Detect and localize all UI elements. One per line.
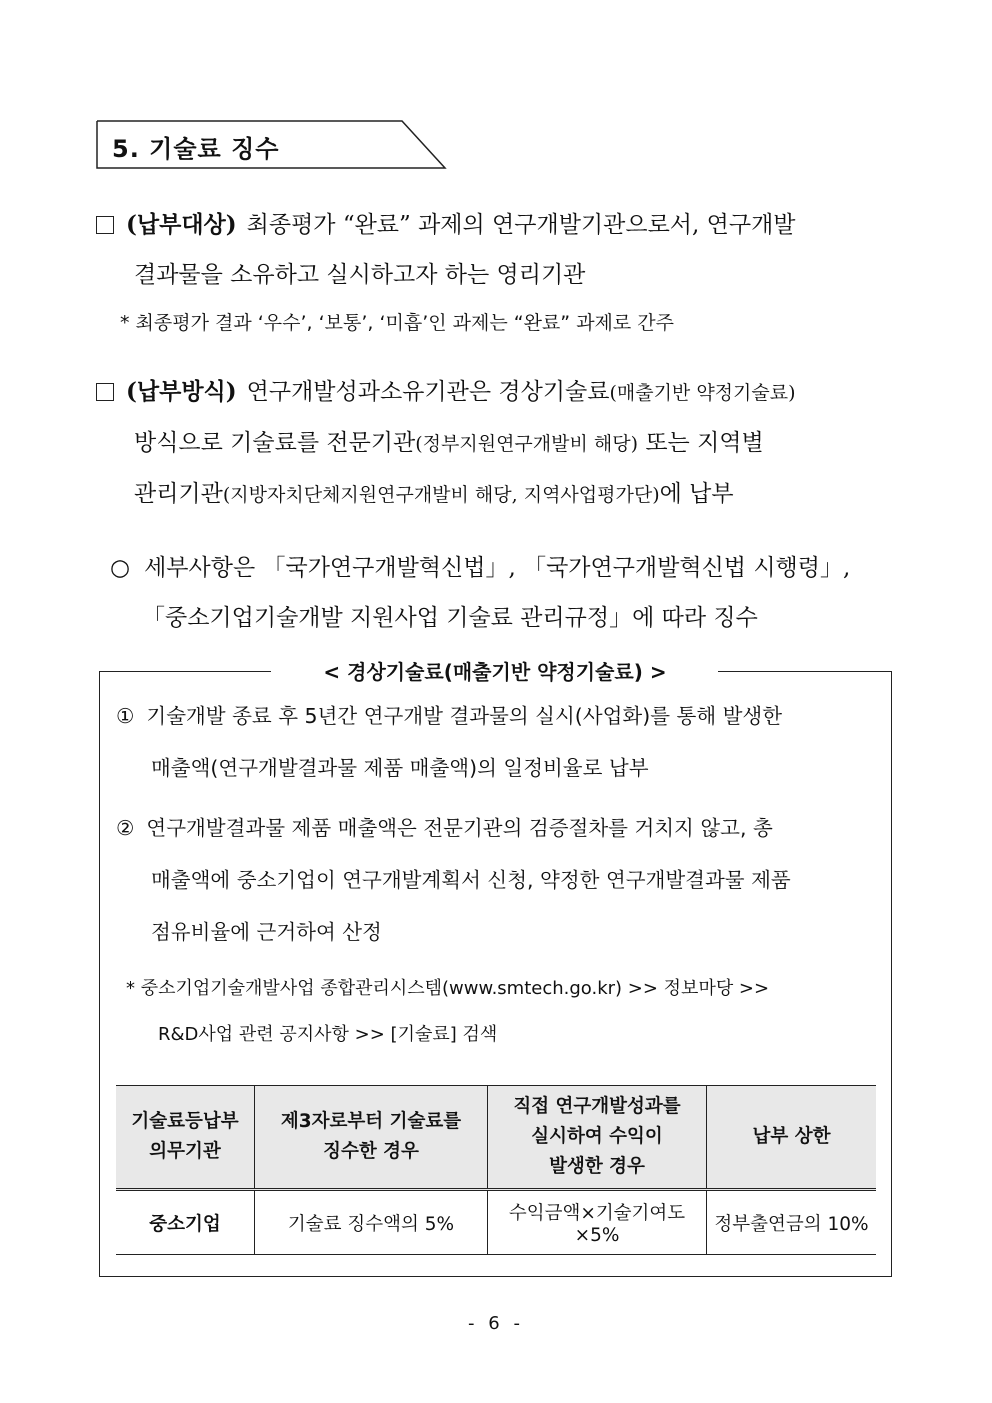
- payment-method-text-1b: (매출기반 약정기술료): [609, 382, 796, 404]
- table-cell-direct-use: 수익금액×기술기여도×5%: [488, 1190, 707, 1255]
- table-cell-third-party: 기술료 징수액의 5%: [255, 1190, 488, 1255]
- table-header-third-party: 제3자로부터 기술료를 징수한 경우: [255, 1086, 488, 1190]
- label-payment-target: (납부대상): [126, 211, 237, 238]
- circled-two-marker: ②: [116, 816, 135, 840]
- payment-method-text-2a: 방식으로 기술료를 전문기관: [134, 430, 416, 456]
- details-text-1: 세부사항은 「국가연구개발혁신법」, 「국가연구개발혁신법 시행령」,: [144, 555, 851, 581]
- payment-method-text-1a: 연구개발성과소유기관은 경상기술료: [246, 379, 610, 405]
- section-title-box: [96, 120, 446, 168]
- payment-method-text-3b: (지방자치단체지원연구개발비 해당, 지역사업평가단): [222, 484, 660, 506]
- box-title: < 경상기술료(매출기반 약정기술료) >: [323, 660, 667, 684]
- payment-target-text-2: 결과물을 소유하고 실시하고자 하는 영리기관: [134, 262, 586, 288]
- payment-target-note: * 최종평가 결과 ‘우수’, ‘보통’, ‘미흡’인 과제는 “완료” 과제로 간주: [120, 312, 675, 334]
- table-header-row: [116, 1086, 876, 1190]
- table-cell-obligor: 중소기업: [116, 1190, 255, 1255]
- box-item-2-text-1: 연구개발결과물 제품 매출액은 전문기관의 검증절차를 거치지 않고, 총: [146, 816, 773, 840]
- box-top-border-left: [99, 671, 271, 672]
- paragraph-payment-target: [96, 200, 896, 300]
- table-header-obligor: 기술료등납부 의무기관: [116, 1086, 255, 1190]
- payment-method-text-2c: 또는 지역별: [638, 430, 764, 456]
- table-header-cap: 납부 상한: [707, 1086, 877, 1190]
- paragraph-payment-method: [96, 367, 896, 520]
- paragraph-details: [110, 543, 910, 643]
- table-header-direct-use: 직접 연구개발성과를 실시하여 수익이 발생한 경우: [488, 1086, 707, 1190]
- box-item-1-text-1: 기술개발 종료 후 5년간 연구개발 결과물의 실시(사업화)를 통해 발생한: [146, 704, 783, 728]
- payment-method-text-3a: 관리기관: [134, 481, 223, 507]
- royalty-table: [116, 1085, 876, 1255]
- payment-target-text-1: 최종평가 “완료” 과제의 연구개발기관으로서, 연구개발: [246, 212, 796, 238]
- box-item-2-text-3: 점유비율에 근거하여 산정: [151, 920, 382, 944]
- table-row: [116, 1190, 876, 1255]
- details-text-2: 「중소기업기술개발 지원사업 기술료 관리규정」에 따라 징수: [142, 605, 758, 631]
- box-note-text-2: R&D사업 관련 공지사항 >> [기술료] 검색: [158, 1024, 498, 1045]
- payment-method-text-3c: 에 납부: [659, 481, 734, 507]
- table-cell-cap: 정부출연금의 10%: [707, 1190, 877, 1255]
- payment-method-text-2b: (정부지원연구개발비 해당): [415, 433, 639, 455]
- box-note-text-1: * 중소기업기술개발사업 종합관리시스템(www.smtech.go.kr) >> 정보마당 >>: [126, 978, 770, 999]
- circled-one-marker: ①: [116, 704, 135, 728]
- bullet-circle-icon: ○: [110, 555, 131, 581]
- box-item-2: [116, 802, 886, 958]
- checkbox-square-icon: [96, 383, 114, 401]
- box-top-border-right: [718, 671, 892, 672]
- box-item-2-text-2: 매출액에 중소기업이 연구개발계획서 신청, 약정한 연구개발결과물 제품: [151, 868, 791, 892]
- box-item-1-text-2: 매출액(연구개발결과물 제품 매출액)의 일정비율로 납부: [151, 756, 649, 780]
- section-title: 5. 기술료 징수: [112, 135, 280, 163]
- box-item-1: [116, 690, 886, 794]
- page-number: - 6 -: [468, 1313, 524, 1334]
- box-note: [126, 966, 769, 1058]
- checkbox-square-icon: [96, 216, 114, 234]
- label-payment-method: (납부방식): [126, 378, 237, 405]
